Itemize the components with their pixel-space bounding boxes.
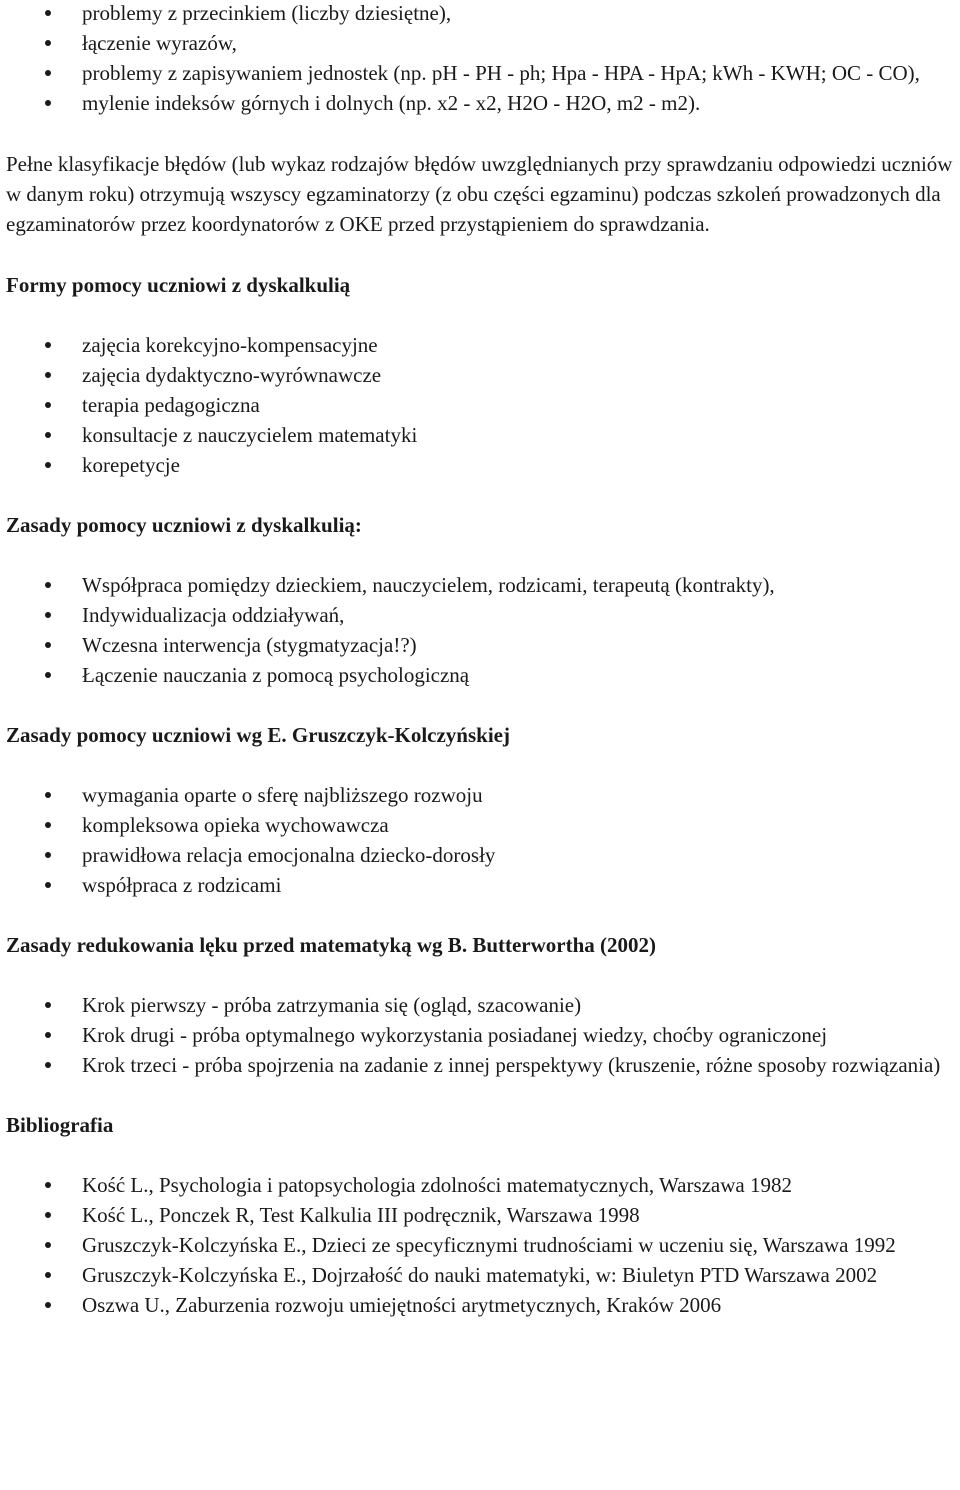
list-item: Kość L., Ponczek R, Test Kalkulia III podręcznik, Warszawa 1998 [0,1200,960,1230]
errors-list [0,0,960,118]
list-item: współpraca z rodzicami [0,870,960,900]
classification-paragraph: Pełne klasyfikacje błędów (lub wykaz rodzajów błędów uwzględnianych przy sprawdzaniu odpowiedzi uczniów w danym roku) otrzymują wszyscy egzaminatorzy (z obu części egzaminu) podczas szkoleń prowadzonych dla egzaminatorów przez koordynatorów z OKE przed przystąpieniem do sprawdzania. [6,152,953,236]
list-item: Wczesna interwencja (stygmatyzacja!?) [0,630,960,660]
forms-heading: Formy pomocy uczniowi z dyskalkulią [6,273,351,297]
list-item: problemy z zapisywaniem jednostek (np. pH - PH - ph; Hpa - HPA - HpA; kWh - KWH; OC - CO), [0,58,960,88]
list-item: Współpraca pomiędzy dzieckiem, nauczycielem, rodzicami, terapeutą (kontrakty), [0,570,960,600]
list-item: Krok drugi - próba optymalnego wykorzystania posiadanej wiedzy, choćby ograniczonej [0,1020,960,1050]
bibliography-list [0,1170,960,1320]
list-item: Kość L., Psychologia i patopsychologia zdolności matematycznych, Warszawa 1982 [0,1170,960,1200]
list-item: zajęcia korekcyjno-kompensacyjne [0,330,960,360]
gruszczyk-list [0,780,960,900]
list-item: Indywidualizacja oddziaływań, [0,600,960,630]
list-item: Krok pierwszy - próba zatrzymania się (ogląd, szacowanie) [0,990,960,1020]
list-item: problemy z przecinkiem (liczby dziesiętne), [0,0,960,28]
list-item: Oszwa U., Zaburzenia rozwoju umiejętności arytmetycznych, Kraków 2006 [0,1290,960,1320]
list-item: Gruszczyk-Kolczyńska E., Dzieci ze specyficznymi trudnościami w uczeniu się, Warszawa 1992 [0,1230,960,1260]
principles-list [0,570,960,690]
list-item: zajęcia dydaktyczno-wyrównawcze [0,360,960,390]
list-item: Gruszczyk-Kolczyńska E., Dojrzałość do nauki matematyki, w: Biuletyn PTD Warszawa 2002 [0,1260,960,1290]
list-item: terapia pedagogiczna [0,390,960,420]
principles-heading: Zasady pomocy uczniowi z dyskalkulią: [6,513,362,537]
list-item: korepetycje [0,450,960,480]
list-item: wymagania oparte o sferę najbliższego rozwoju [0,780,960,810]
gruszczyk-heading: Zasady pomocy uczniowi wg E. Gruszczyk-Kolczyńskiej [6,723,510,747]
list-item: kompleksowa opieka wychowawcza [0,810,960,840]
bibliography-heading: Bibliografia [6,1113,114,1137]
list-item: Łączenie nauczania z pomocą psychologiczną [0,660,960,690]
list-item: Krok trzeci - próba spojrzenia na zadanie z innej perspektywy (kruszenie, różne sposoby rozwiązania) [0,1050,960,1080]
list-item: prawidłowa relacja emocjonalna dziecko-dorosły [0,840,960,870]
forms-list [0,330,960,480]
list-item: konsultacje z nauczycielem matematyki [0,420,960,450]
list-item: mylenie indeksów górnych i dolnych (np. x2 - x2, H2O - H2O, m2 - m2). [0,88,960,118]
butterworth-list [0,990,960,1080]
butterworth-heading: Zasady redukowania lęku przed matematyką wg B. Butterwortha (2002) [6,933,657,957]
list-item: łączenie wyrazów, [0,28,960,58]
